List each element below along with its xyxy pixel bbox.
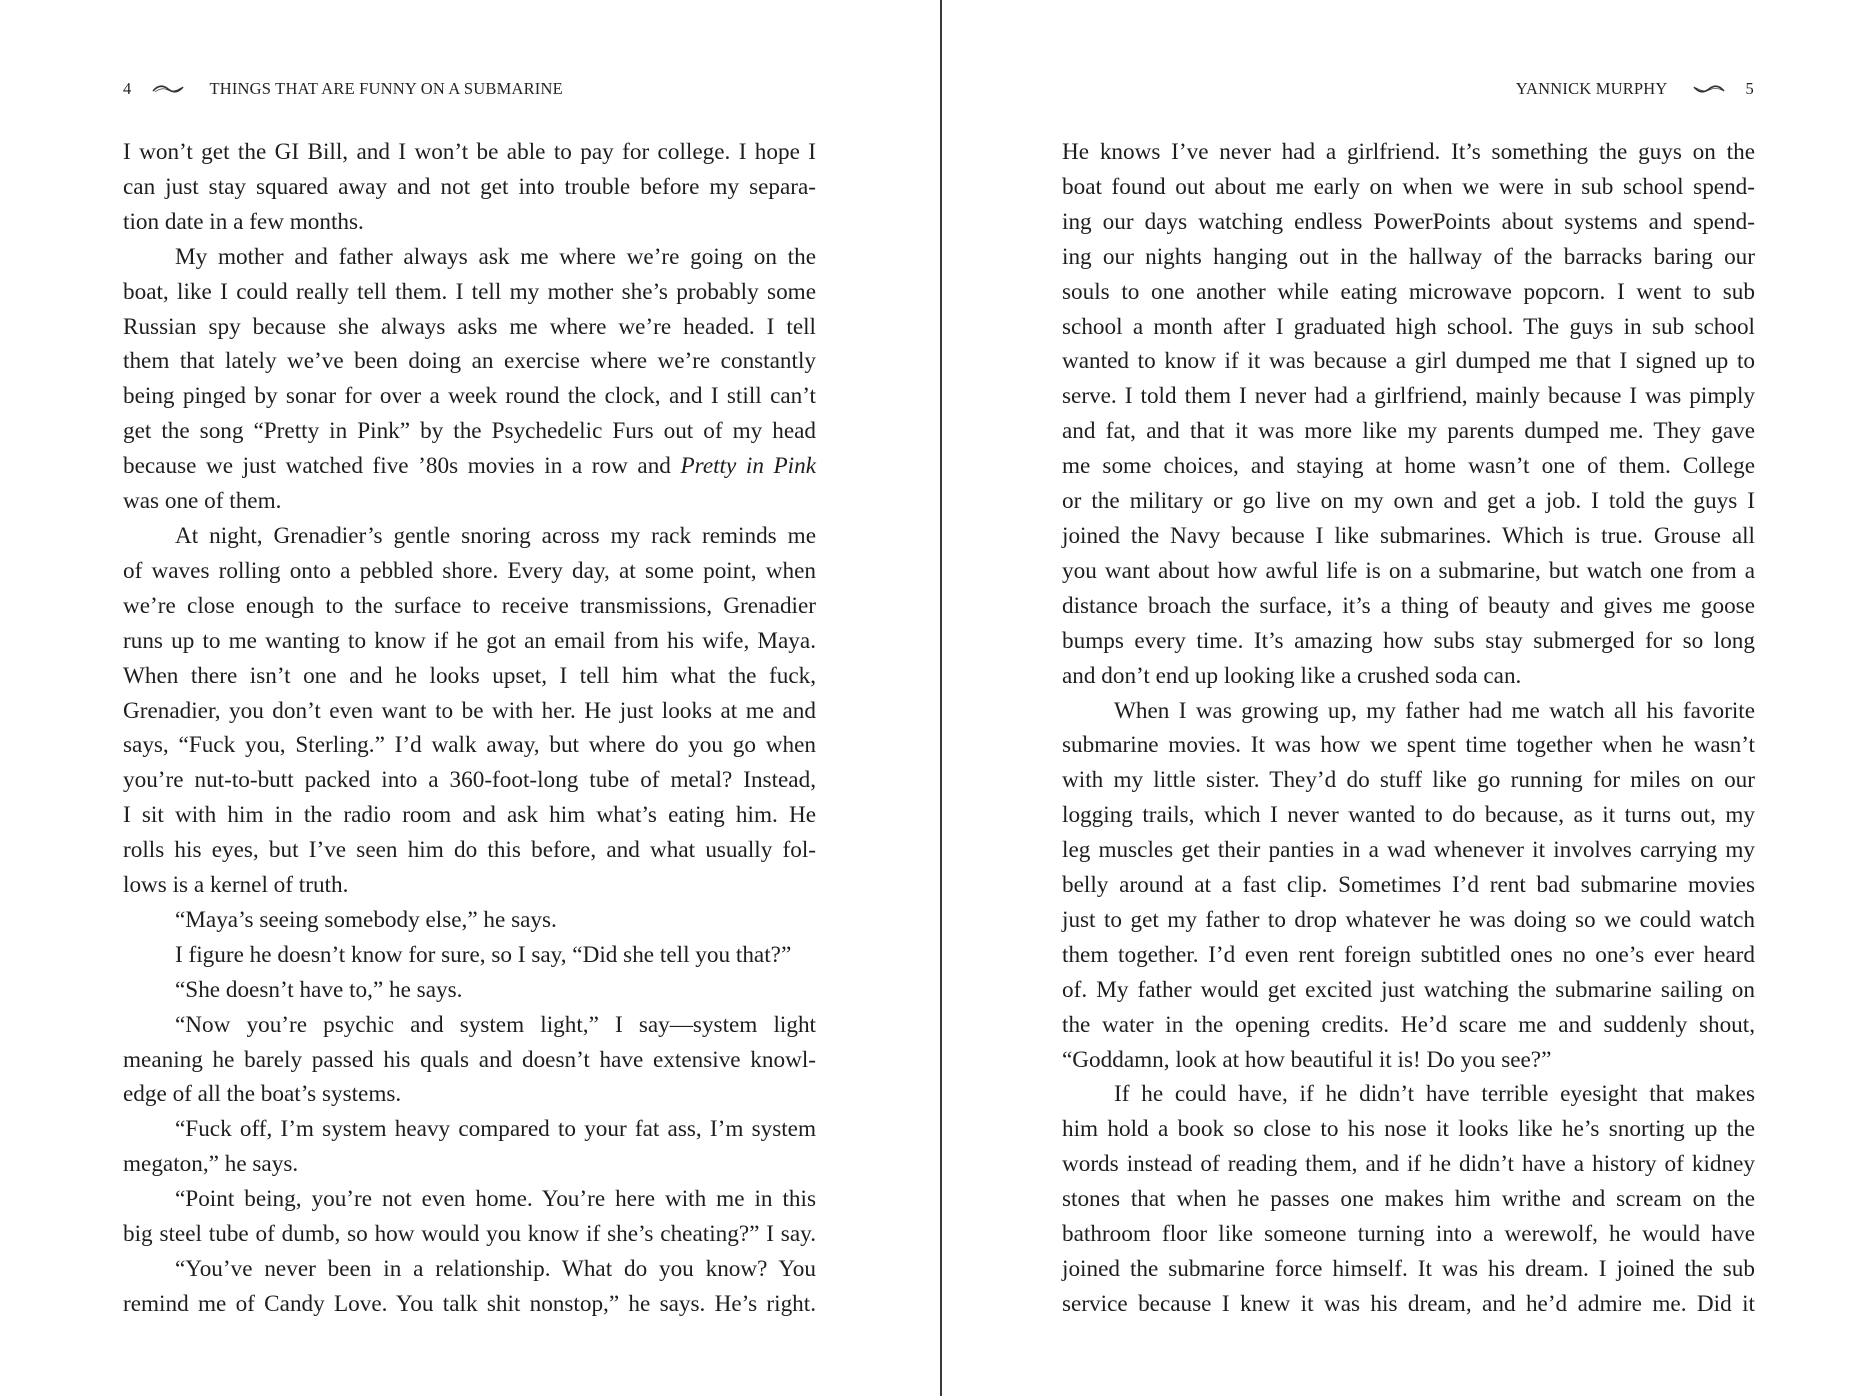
text-line-content: them that lately we’ve been doing an exercise where we’re constantly	[123, 348, 816, 375]
right-running-header	[1516, 77, 1754, 101]
text-line	[1062, 1077, 1755, 1112]
text-line-content: me some choices, and staying at home wasn’t one of them. College	[1062, 453, 1755, 480]
text-line	[1062, 135, 1755, 170]
text-line	[1062, 589, 1755, 624]
text-line-content: being pinged by sonar for over a week round the clock, and I still can’t	[123, 383, 816, 410]
text-line	[123, 554, 816, 589]
text-line	[1062, 240, 1755, 275]
text-line-content: “Fuck off, I’m system heavy compared to your fat ass, I’m system	[175, 1116, 816, 1143]
text-line-content: bumps every time. It’s amazing how subs stay submerged for so long	[1062, 627, 1755, 654]
text-line-content: of waves rolling onto a pebbled shore. Every day, at some point, when	[123, 557, 816, 584]
text-line-content: school a month after I graduated high school. The guys in sub school	[1062, 313, 1755, 340]
text-line	[123, 659, 816, 694]
text-line	[123, 1043, 816, 1078]
text-line-content: belly around at a fast clip. Sometimes I’d rent bad submarine movies	[1062, 872, 1755, 899]
text-line	[1062, 519, 1755, 554]
text-line	[1062, 1112, 1755, 1147]
text-line-content: them together. I’d even rent foreign subtitled ones no one’s ever heard	[1062, 941, 1755, 968]
text-line	[123, 240, 816, 275]
text-line-content: Russian spy because she always asks me where we’re headed. I tell	[123, 313, 816, 340]
text-line	[123, 484, 816, 519]
text-line-content: and fat, and that it was more like my parents dumped me. They gave	[1062, 418, 1755, 445]
left-page-number: 4	[123, 79, 132, 98]
text-line-content: and don’t end up looking like a crushed soda can.	[1062, 662, 1522, 689]
text-line	[1062, 973, 1755, 1008]
text-line-content: get the song “Pretty in Pink” by the Psychedelic Furs out of my head	[123, 418, 816, 445]
text-line	[1062, 1147, 1755, 1182]
left-body-text	[123, 135, 816, 1322]
swash-ornament-icon	[1692, 82, 1726, 96]
text-line-content: joined the submarine force himself. It was his dream. I joined the sub	[1062, 1256, 1755, 1282]
text-line	[123, 135, 816, 170]
text-line	[1062, 728, 1755, 763]
text-line	[123, 1077, 816, 1112]
text-line-content: says, “Fuck you, Sterling.” I’d walk away, but where do you go when	[123, 732, 816, 759]
text-line-content: I figure he doesn’t know for sure, so I say, “Did she tell you that?”	[175, 941, 792, 968]
text-line	[1062, 1043, 1755, 1078]
text-line	[1062, 1008, 1755, 1043]
text-line-content: “She doesn’t have to,” he says.	[175, 976, 463, 1003]
text-line	[1062, 554, 1755, 589]
text-line	[1062, 484, 1755, 519]
text-line	[1062, 414, 1755, 449]
text-line	[1062, 659, 1755, 694]
text-line	[123, 379, 816, 414]
text-line-content: “You’ve never been in a relationship. What do you know? You	[175, 1256, 816, 1282]
text-line	[123, 833, 816, 868]
right-page	[942, 0, 1862, 1396]
text-line-content: bathroom floor like someone turning into a werewolf, he would have	[1062, 1221, 1755, 1248]
text-line	[1062, 310, 1755, 345]
text-line	[123, 624, 816, 659]
text-line	[123, 344, 816, 379]
text-line	[1062, 344, 1755, 379]
text-line	[1062, 694, 1755, 729]
text-line-content: When I was growing up, my father had me watch all his favorite	[1114, 697, 1755, 724]
text-line	[123, 694, 816, 729]
text-line-content: big steel tube of dumb, so how would you know if she’s cheating?” I say.	[123, 1221, 816, 1248]
text-line-content: we’re close enough to the surface to receive transmissions, Grenadier	[123, 592, 816, 619]
text-line-content: souls to one another while eating microwave popcorn. I went to sub	[1062, 278, 1755, 305]
left-running-header	[123, 77, 563, 101]
text-line-content: joined the Navy because I like submarines. Which is true. Grouse all	[1062, 522, 1755, 549]
text-line-content: with my little sister. They’d do stuff like go running for miles on our	[1062, 767, 1755, 794]
text-line-content: meaning he barely passed his quals and doesn’t have extensive knowl-	[123, 1046, 816, 1073]
text-line-content: stones that when he passes one makes him writhe and scream on the	[1062, 1186, 1755, 1213]
text-line-content: submarine movies. It was how we spent time together when he wasn’t	[1062, 732, 1755, 759]
text-line	[123, 1287, 816, 1322]
text-line	[123, 1008, 816, 1043]
text-line-content: can just stay squared away and not get into trouble before my separa-	[123, 173, 816, 200]
text-line-content: He knows I’ve never had a girlfriend. It’s something the guys on the	[1062, 139, 1755, 165]
text-line	[1062, 1217, 1755, 1252]
text-line-content: I won’t get the GI Bill, and I won’t be able to pay for college. I hope I	[123, 139, 816, 165]
text-line-content: Grenadier, you don’t even want to be with her. He just looks at me and	[123, 697, 816, 724]
text-line-content: megaton,” he says.	[123, 1151, 299, 1178]
italic-title: Pretty in Pink	[680, 453, 817, 480]
text-line-content: remind me of Candy Love. You talk shit nonstop,” he says. He’s right.	[123, 1290, 816, 1317]
right-running-head-author: YANNICK MURPHY	[1515, 79, 1668, 98]
text-line-content: edge of all the boat’s systems.	[123, 1081, 402, 1108]
text-line-content: “Point being, you’re not even home. You’re here with me in this	[175, 1186, 816, 1213]
text-line-content: leg muscles get their panties in a wad whenever it involves carrying my	[1062, 837, 1755, 864]
text-line-content: of. My father would get excited just watching the submarine sailing on	[1062, 976, 1755, 1003]
text-line	[123, 205, 816, 240]
text-line	[123, 973, 816, 1008]
text-line-content: tion date in a few months.	[123, 208, 364, 235]
text-line-content: service because I knew it was his dream, and he’d admire me. Did it	[1062, 1290, 1755, 1317]
text-line	[1062, 170, 1755, 205]
text-line-content: or the military or go live on my own and get a job. I told the guys I	[1062, 488, 1755, 515]
text-line	[1062, 903, 1755, 938]
text-line-content: distance broach the surface, it’s a thing of beauty and gives me goose	[1062, 592, 1755, 619]
text-line-content: wanted to know if it was because a girl dumped me that I signed up to	[1062, 348, 1755, 375]
text-line	[1062, 938, 1755, 973]
text-line-content: him hold a book so close to his nose it looks like he’s snorting up the	[1062, 1116, 1755, 1143]
text-line	[123, 798, 816, 833]
text-line	[123, 1147, 816, 1182]
text-line-content: boat found out about me early on when we were in sub school spend-	[1062, 173, 1755, 200]
text-line-content: ing our nights hanging out in the hallway of the barracks baring our	[1062, 243, 1755, 270]
text-line-content: just to get my father to drop whatever he was doing so we could watch	[1062, 906, 1755, 933]
text-line-content: runs up to me wanting to know if he got an email from his wife, Maya.	[123, 627, 816, 654]
text-line	[123, 938, 816, 973]
text-line	[1062, 449, 1755, 484]
text-line-content: you want about how awful life is on a submarine, but watch one from a	[1062, 557, 1755, 584]
text-line	[123, 1217, 816, 1252]
text-line-content: because we just watched five ’80s movies in a row and	[123, 453, 681, 480]
text-line-content: serve. I told them I never had a girlfriend, mainly because I was pimply	[1062, 383, 1755, 410]
text-line-content: At night, Grenadier’s gentle snoring across my rack reminds me	[175, 522, 816, 549]
text-line	[123, 310, 816, 345]
text-line-content: the water in the opening credits. He’d scare me and suddenly shout,	[1062, 1011, 1755, 1038]
text-line	[1062, 868, 1755, 903]
text-line	[1062, 275, 1755, 310]
text-line	[1062, 1287, 1755, 1322]
text-line-content: My mother and father always ask me where we’re going on the	[175, 243, 816, 270]
text-line	[1062, 624, 1755, 659]
text-line-content: “Now you’re psychic and system light,” I say—system light	[175, 1011, 816, 1038]
text-line	[123, 519, 816, 554]
text-line	[1062, 1252, 1755, 1287]
swash-ornament-icon	[151, 82, 185, 96]
text-line-content: “Goddamn, look at how beautiful it is! Do you see?”	[1062, 1046, 1552, 1073]
text-line-content: ing our days watching endless PowerPoints about systems and spend-	[1062, 208, 1755, 235]
right-page-number: 5	[1745, 79, 1754, 98]
text-line	[123, 763, 816, 798]
text-line	[123, 170, 816, 205]
text-line	[1062, 833, 1755, 868]
text-line	[123, 728, 816, 763]
text-line	[1062, 798, 1755, 833]
text-line-content: “Maya’s seeing somebody else,” he says.	[175, 906, 557, 933]
text-line	[123, 275, 816, 310]
text-line	[123, 589, 816, 624]
text-line-content: I sit with him in the radio room and ask him what’s eating him. He	[123, 802, 816, 829]
left-running-head-title: THINGS THAT ARE FUNNY ON A SUBMARINE	[209, 79, 563, 98]
text-line-content: If he could have, if he didn’t have terrible eyesight that makes	[1114, 1081, 1755, 1108]
text-line-content: When there isn’t one and he looks upset, I tell him what the fuck,	[123, 662, 816, 689]
text-line	[1062, 205, 1755, 240]
text-line	[1062, 379, 1755, 414]
text-line	[123, 449, 816, 484]
text-line	[1062, 763, 1755, 798]
text-line	[1062, 1182, 1755, 1217]
text-line-content: logging trails, which I never wanted to do because, as it turns out, my	[1062, 802, 1755, 829]
text-line-content: rolls his eyes, but I’ve seen him do this before, and what usually fol-	[123, 837, 816, 864]
text-line-content: words instead of reading them, and if he didn’t have a history of kidney	[1062, 1151, 1755, 1178]
text-line	[123, 903, 816, 938]
right-body-text	[1062, 135, 1755, 1322]
text-line-content: you’re nut-to-butt packed into a 360-foot-long tube of metal? Instead,	[123, 767, 816, 794]
text-line-content: boat, like I could really tell them. I tell my mother she’s probably some	[123, 278, 816, 305]
text-line-content: lows is a kernel of truth.	[123, 872, 349, 899]
text-line-content: was one of them.	[123, 488, 282, 515]
text-line	[123, 1112, 816, 1147]
text-line	[123, 868, 816, 903]
text-line	[123, 1182, 816, 1217]
text-line	[123, 414, 816, 449]
text-line	[123, 1252, 816, 1287]
